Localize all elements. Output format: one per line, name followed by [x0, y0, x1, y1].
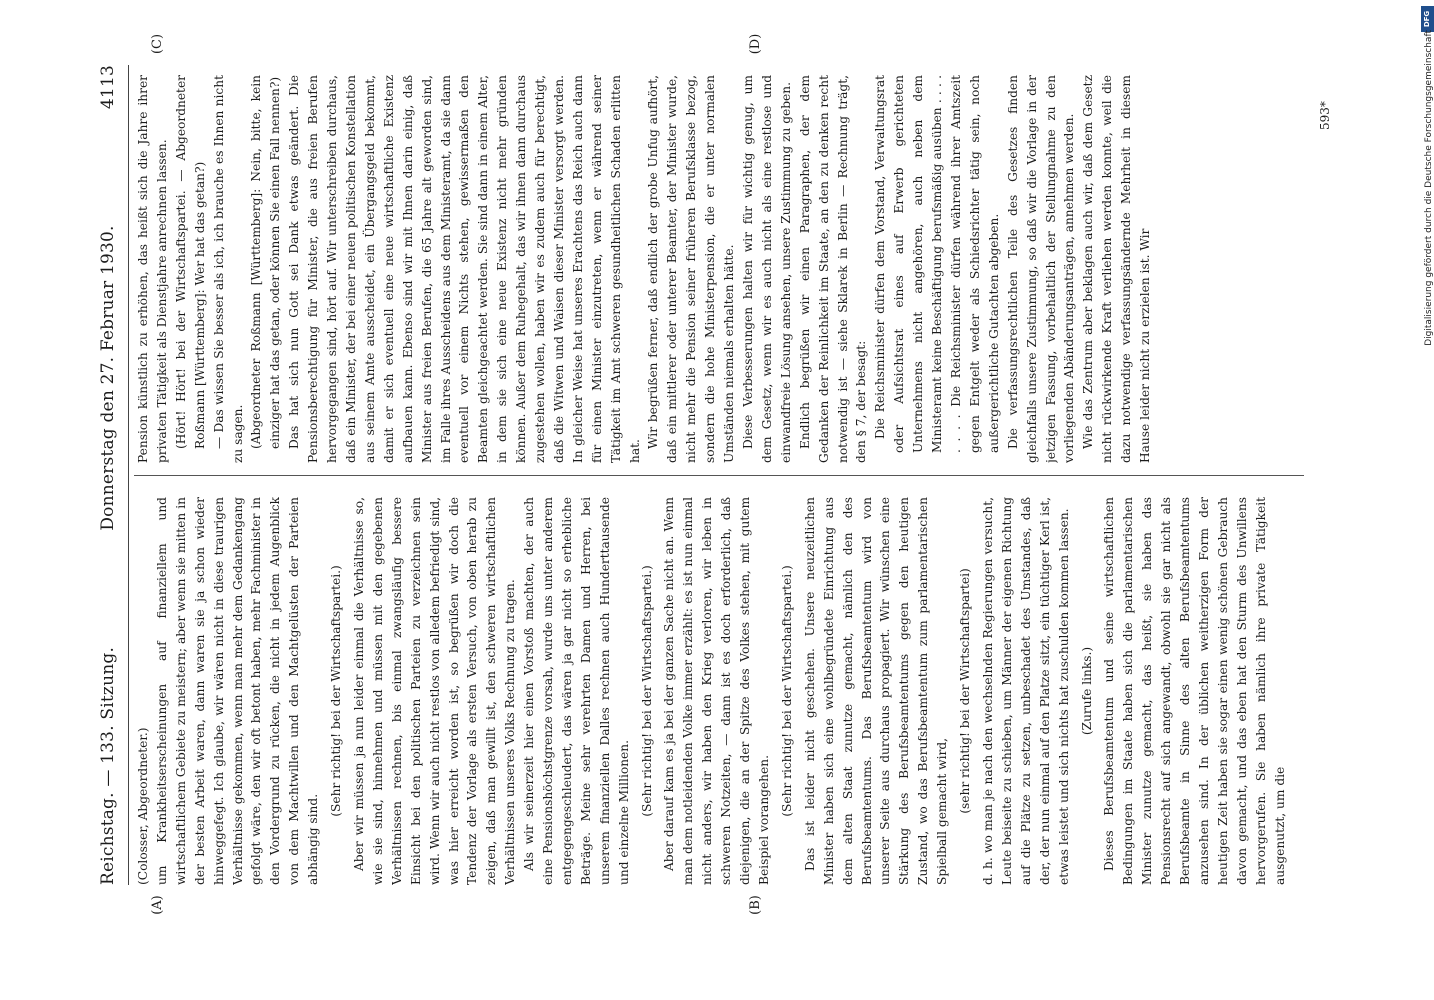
paragraph: Die Reichsminister dürfen dem Vorstand, Verwaltungsrat oder Aufsichtsrat eines auf Erwerb gerichteten Unternehmens nicht angehören, auch neben dem Ministeramt keine Beschäftigung berufsmäßig ausüben . . . . . . . . Die Reichsminister dürfen während ihrer Amtszeit gegen Entgelt weder als Schiedsrichter tätig sein, noch außergerichtliche Gutachten abgeben. [873, 75, 1001, 453]
dfg-logo-icon: DFG [1421, 6, 1434, 32]
margin-mark-b: (B) [748, 895, 763, 915]
interjection: (Sehr richtig! bei der Wirtschaftspartei.) [779, 565, 794, 817]
paragraph: d. h. wo man je nach den wechselnden Regierungen versucht, Leute beiseite zu schieben, um Männer der eigenen Richtung auf die Plätze zu setzen, unbeschadet des Umstandes, daß der, der nun einmal auf den Platze sitzt, ein tüchtiger Kerl ist, etwas leistet und sich nichts hat zuschulden kommen lassen. [980, 497, 1071, 885]
margin-mark-c: (C) [150, 33, 165, 55]
left-column [134, 497, 1334, 885]
paragraph: (Colosser, Abgeordneter.) [136, 727, 150, 885]
paragraph: Aber wir müssen ja nun leider einmal die Verhältnisse so, wie sie sind, hinnehmen und müssen mit den gegebenen Verhältnissen rechnen, bis einmal zwangsläufig bessere Einsicht bei den politischen Parteien zu verzeichnen sein wird. Wenn wir auch nicht restlos von alledem befriedigt sind, was hier erreicht worden ist, so begrüßen wir doch die Tendenz der Vorlage als ersten Versuch, von oben herab zu zeigen, daß man gewillt ist, den schweren wirtschaftlichen Verhältnissen unseres Volks Rechnung zu tragen. [351, 497, 518, 885]
paragraph: Das ist leider nicht geschehen. Unsere neuzeitlichen Minister haben sich eine wohlbegründete Einrichtung aus dem alten Staat zunutze gemacht, nämlich den des Berufsbeamtentums. Das Berufsbeamtentum wird von unserer Seite aus durchaus propagiert. Wir wünschen eine Stärkung des Berufsbeamtentums gegen den heutigen Zustand, wo das Berufsbeamtentum zum parlamentarischen Spielball gemacht wird, [802, 497, 950, 885]
interjection: (Zurufe links.) [1079, 646, 1094, 736]
interjection: (sehr richtig! bei der Wirtschaftspartei) [958, 568, 973, 814]
interjection: (Sehr richtig! bei der Wirtschaftspartei.) [329, 565, 344, 817]
header-left: Reichstag. — 133. Sitzung. [98, 646, 118, 885]
dfg-note-text: Digitalisierung gefördert durch die Deutsche Forschungsgemeinschaft [1424, 30, 1434, 346]
right-column [134, 75, 1334, 463]
paragraph: Wie das Zentrum aber beklagen auch wir, daß dem Gesetz nicht rückwirkende Kraft verliehen werden konnte, weil die dazu notwendige verfassungsändernde Mehrheit in diesem Hause leider nicht zu erzielen ist. Wir [1081, 75, 1153, 463]
signature-mark: 593* [1318, 101, 1332, 130]
paragraph: Aber darauf kam es ja bei der ganzen Sache nicht an. Wenn man dem notleidenden Volke immer erzählt: es ist nun einmal nicht anders, wir haben den Krieg verloren, wir leben in schweren Notzeiten, — dann ist es doch erforderlich, daß diejenigen, die an der Spitze des Volkes stehen, mit gutem Beispiel vorangehen. [662, 497, 771, 885]
paragraph: Das hat sich nun Gott sei Dank etwas geändert. Die Pensionsberechtigung für Minister, die aus freien Berufen hervorgegangen sind, hört auf. Wir unterschreiben durchaus, daß ein Minister, der bei einer neuen politischen Konstellation aus seinem Amte ausscheidet, ein Übergangsgeld bekommt, damit er sich eventuell eine neue wirtschaftliche Existenz aufbauen kann. Ebenso sind wir mit Ihnen darin einig, daß Minister aus freien Berufen, die 65 Jahre alt geworden sind, im Falle ihres Ausscheidens aus dem Ministeramt, da sie dann eventuell vor einem Nichts stehen, gewissermaßen den Beamten gleichgeachtet werden. Sie sind dann in einem Alter, in dem sie sich eine neue Existenz nicht mehr gründen können. Außer dem Ruhegehalt, das wir ihnen dann durchaus zugestehen wollen, haben wir es zudem auch für berechtigt, daß die Witwen und Waisen dieser Minister versorgt werden. In gleicher Weise hat unseres Erachtens das Reich auch dann für einen Minister einzutreten, wenn er während seiner Tätigkeit im Amt schweren gesundheitlichen Schaden erlitten hat. [287, 75, 642, 463]
paragraph: Wir begrüßen ferner, daß endlich der grobe Unfug aufhört, daß ein mittlerer oder unterer Beamter, der Minister wurde, nicht mehr die Pension seiner früheren Berufsklasse bezog, sondern die hohe Ministerpension, die er unter normalen Umständen niemals erhalten hätte. [646, 75, 737, 463]
paragraph: Diese Verbesserungen halten wir für wichtig genug, um dem Gesetz, wenn wir es auch nicht als eine restlose und einwandfreie Lösung ansehen, unsere Zustimmung zu geben. [741, 75, 793, 463]
margin-mark-d: (D) [748, 33, 763, 55]
paragraph: Endlich begrüßen wir einen Paragraphen, der dem Gedanken der Reinlichkeit im Staate, an den zu denken recht notwendig ist — siehe Sklarek in Berlin — Rechnung trägt, den § 7, der besagt: [797, 75, 869, 463]
interjection: (Hört! Hört! bei der Wirtschaftspartei. — Abgeordneter Roßmann [Württemberg]: Wer hat das getan?) [173, 75, 207, 449]
interjection: (Sehr richtig! bei der Wirtschaftspartei.) [639, 565, 654, 817]
dfg-funding-note [1422, 0, 1434, 1000]
interjection: (Abgeordneter Roßmann [Württemberg]: Nein, bitte, kein einziger hat das getan, oder können Sie einen Fall nennen?) [249, 75, 283, 449]
paragraph: Pension künstlich zu erhöhen, das heißt sich die Jahre ihrer privaten Tätigkeit als Dienstjahre anrechnen lassen. [136, 75, 169, 463]
paragraph: Als wir seinerzeit hier einen Vorstoß machten, der auch eine Pensionshöchstgrenze vorsah, wurde uns unter anderem entgegengeschleudert, das wären ja gar nicht so erhebliche Beträge. Meine sehr verehrten Damen und Herren, bei unserem finanziellen Dalles rechnen auch Hunderttausende und einzelne Millionen. [522, 497, 631, 885]
paragraph: — Das wissen Sie besser als ich, ich brauche es Ihnen nicht zu sagen. [211, 75, 245, 463]
page-number: 4113 [98, 65, 118, 110]
paragraph: um Krankheitserscheinungen auf finanziellem und wirtschaftlichem Gebiete zu meistern; aber wenn sie mitten in der besten Arbeit waren, dann waren sie ja schon wieder hinweggefegt. Ich glaube, wir wären nicht in diese traurigen Verhältnisse gekommen, wenn man mehr dem Gedankengang gefolgt wäre, den wir oft betont haben, mehr Fachminister in den Vordergrund zu rücken, die nicht in jedem Augenblick von dem Machtwillen und den Machtgelüsten der Parteien abhängig sind. [154, 497, 321, 885]
paragraph: Dieses Berufsbeamtentum und seine wirtschaftlichen Bedingungen im Staate haben sich die parlamentarischen Minister zunutze gemacht, das heißt, sie haben das Pensionsrecht auf sich angewandt, obwohl sie gar nicht als Berufsbeamte in Sinne des alten Berufsbeamtentums anzusehen sind. In der üblichen weitherzigen Form der heutigen Zeit haben sie sogar einen wenig schönen Gebrauch davon gemacht, und das eben hat den Sturm des Unwillens hervorgerufen. Sie haben nämlich ihre private Tätigkeit ausgenutzt, um die [1102, 497, 1287, 885]
margin-mark-a: (A) [150, 895, 165, 915]
running-head [93, 65, 123, 885]
header-date: Donnerstag den 27. Februar 1930. [98, 225, 118, 531]
paragraph: Die verfassungsrechtlichen Teile des Gesetzes finden gleichfalls unsere Zustimmung, so daß wir die Vorlage in der jetzigen Fassung, vorbehaltlich der Stellungnahme zu den vorliegenden Abänderungsanträgen, annehmen werden. [1005, 75, 1077, 463]
column-divider [134, 475, 1304, 476]
header-rule [128, 65, 129, 885]
